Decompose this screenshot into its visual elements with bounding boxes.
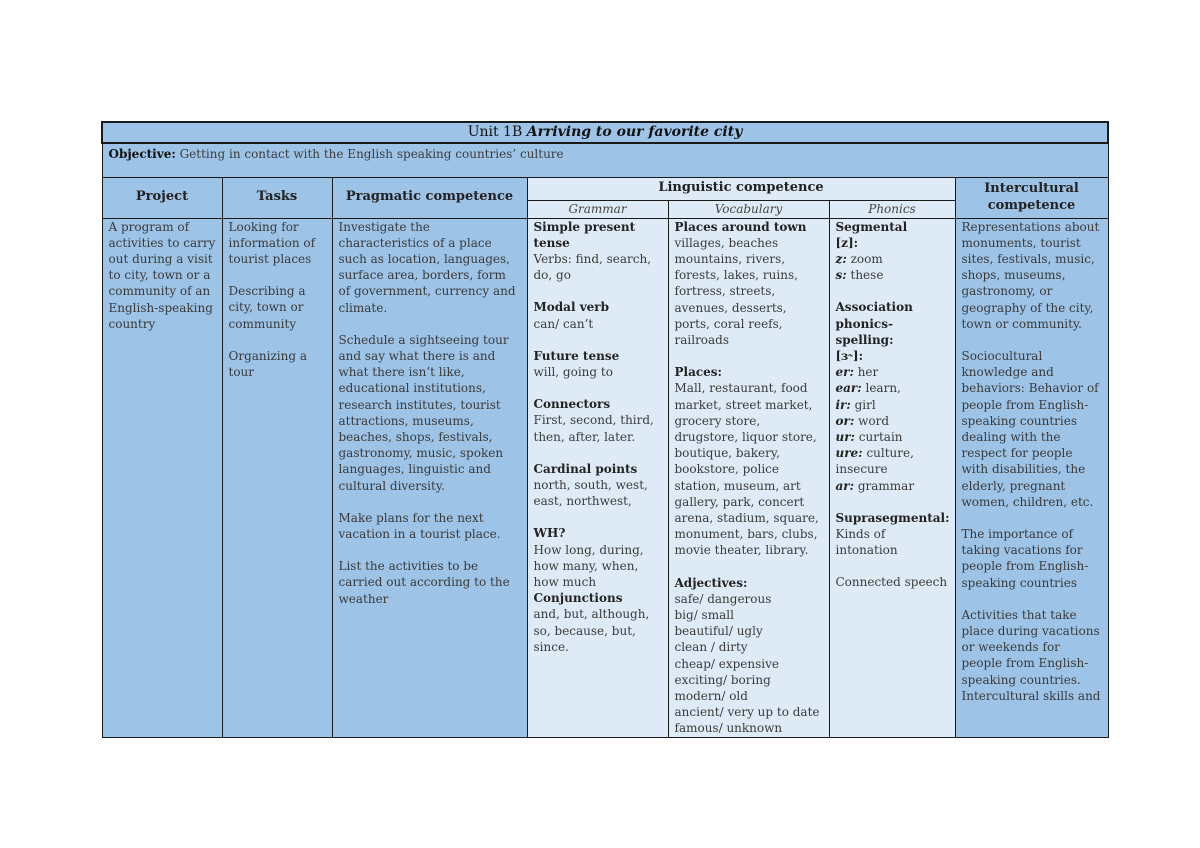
suprasegmental-heading: Suprasegmental: [835,510,950,525]
tasks-cell [222,218,332,737]
unit-title [102,122,1108,143]
spelling-example: zoom [846,251,883,266]
spelling-key: ear: [835,381,862,396]
spelling-example: culture, insecure [835,446,914,477]
suprasegmental-text: Kinds of intonation [835,526,898,558]
spelling-example: her [853,365,879,380]
grammar-block [534,299,662,331]
adjective-pair: clean / dirty [674,640,748,655]
adjective-pair: safe/ dangerous [674,591,772,606]
grammar-text: Verbs: find, search, do, go [533,251,652,283]
intercultural-item: The importance of taking vacations for people from English-speaking countries [961,526,1089,590]
spelling-key: s: [835,268,847,283]
association-heading: Association phonics-spelling: [835,300,913,347]
pragmatic-item: Investigate the characteristics of a place such as location, languages, surface area, borders, form of government, currency and climate. [338,219,516,315]
segmental-symbol: [z]: [835,235,859,250]
phonics-suprasegmental [836,510,949,559]
grammar-heading: Future tense [533,348,620,363]
adjective-pair: modern/ old [674,688,748,703]
unit-title-emph: Arriving to our favorite city [526,124,743,140]
phonics-association [836,299,949,493]
spelling-example: learn, [861,381,901,396]
spelling-key: or: [835,413,855,428]
spelling-key: ir: [835,397,851,412]
grammar-heading: Cardinal points [533,461,638,476]
grammar-text: north, south, west, east, northwest, [533,477,648,509]
vocabulary-heading: Places: [674,365,722,380]
vocabulary-heading: Adjectives: [674,575,748,590]
grammar-heading: Conjunctions [533,591,623,606]
spelling-example: word [854,413,889,428]
grammar-heading: Modal verb [533,300,610,315]
unit-title-prefix: Unit 1B [467,124,527,140]
spelling-example: girl [850,397,876,412]
subheader-phonics: Phonics [829,200,955,218]
header-linguistic: Linguistic competence [527,177,955,200]
grammar-cell [527,218,668,737]
spelling-example: grammar [854,478,915,493]
vocabulary-heading: Places around town [674,219,807,234]
spelling-example: curtain [854,429,903,444]
spelling-key: ur: [835,429,855,444]
task-item: Organizing a tour [228,348,308,379]
adjective-pair: beautiful/ ugly [674,624,763,639]
project-cell [102,218,222,737]
objective [102,143,1108,177]
vocabulary-block [675,364,823,558]
grammar-block [534,525,662,590]
association-symbol: [ɜ˞]: [835,348,864,363]
intercultural-item: Representations about monuments, tourist sites, festivals, music, shops, museums, gastronomy, or geography of the city, town or community. [961,219,1100,331]
header-tasks: Tasks [222,177,332,218]
header-project: Project [102,177,222,218]
task-item: Describing a city, town or community [228,284,306,331]
grammar-block [534,348,662,380]
grammar-text: can/ can’t [533,316,594,331]
subheader-grammar: Grammar [527,200,668,218]
vocabulary-text: villages, beaches mountains, rivers, forests, lakes, ruins, fortress, streets, avenues, desserts, ports, coral reefs, railroads [674,235,798,347]
header-pragmatic: Pragmatic competence [332,177,527,218]
subheader-vocabulary: Vocabulary [668,200,829,218]
spelling-key: er: [835,365,854,380]
vocabulary-block [675,219,823,349]
task-item: Looking for information of tourist places [228,219,316,266]
segmental-heading: Segmental [835,219,908,234]
phonics-segmental [836,219,949,284]
adjective-pair: exciting/ boring [674,672,771,687]
intercultural-item: Intercultural skills and [961,688,1101,703]
adjective-pair: cheap/ expensive [674,656,780,671]
grammar-block [534,396,662,445]
intercultural-cell [955,218,1108,737]
vocabulary-cell [668,218,829,737]
spelling-key: ure: [835,446,863,461]
vocabulary-text: Mall, restaurant, food market, street market, grocery store, drugstore, liquor store, boutique, bakery, bookstore, police station, museum, art gallery, park, concert arena, stadium, square, monument, bars, clubs, movie theater, library. [674,381,819,558]
grammar-block [534,590,662,655]
grammar-block [534,461,662,510]
grammar-heading: Simple present tense [533,219,636,250]
connected-speech: Connected speech [835,575,948,590]
spelling-key: z: [835,251,847,266]
spelling-example: these [846,268,884,283]
unit-plan-table [101,121,1109,738]
adjective-pair: ancient/ very up to date [674,705,820,720]
objective-label: Objective: [108,147,176,161]
pragmatic-cell [332,218,527,737]
pragmatic-item: Schedule a sightseeing tour and say what there is and what there isn’t like, educational institutions, research institutes, tourist attractions, museums, beaches, shops, festivals, gastronomy, music, spoken languages, linguistic and cultural diversity. [338,332,509,493]
pragmatic-item: Make plans for the next vacation in a tourist place. [338,510,501,541]
grammar-heading: Connectors [533,397,611,412]
grammar-text: How long, during, how many, when, how much [533,542,644,589]
grammar-heading: WH? [533,526,566,541]
phonics-cell [829,218,955,737]
grammar-block [534,219,662,284]
intercultural-item: Activities that take place during vacations or weekends for people from English-speaking countries. [961,607,1100,687]
project-text: A program of activities to carry out during a visit to city, town or a community of an English-speaking country [108,219,216,331]
intercultural-item: Sociocultural knowledge and behaviors: Behavior of people from English-speaking countries dealing with the respect for people with disabilities, the elderly, pregnant women, children, etc. [961,348,1099,509]
vocabulary-block [675,575,823,737]
grammar-text: will, going to [533,364,613,379]
adjective-pair: big/ small [674,607,734,622]
pragmatic-item: List the activities to be carried out according to the weather [338,559,510,606]
adjective-pair: famous/ unknown [674,721,783,736]
grammar-text: First, second, third, then, after, later. [533,413,654,444]
spelling-key: ar: [835,478,855,493]
grammar-text: and, but, although, so, because, but, since. [533,607,650,654]
objective-text: Getting in contact with the English speaking countries’ culture [175,147,564,161]
header-intercultural: Intercultural competence [955,177,1108,218]
